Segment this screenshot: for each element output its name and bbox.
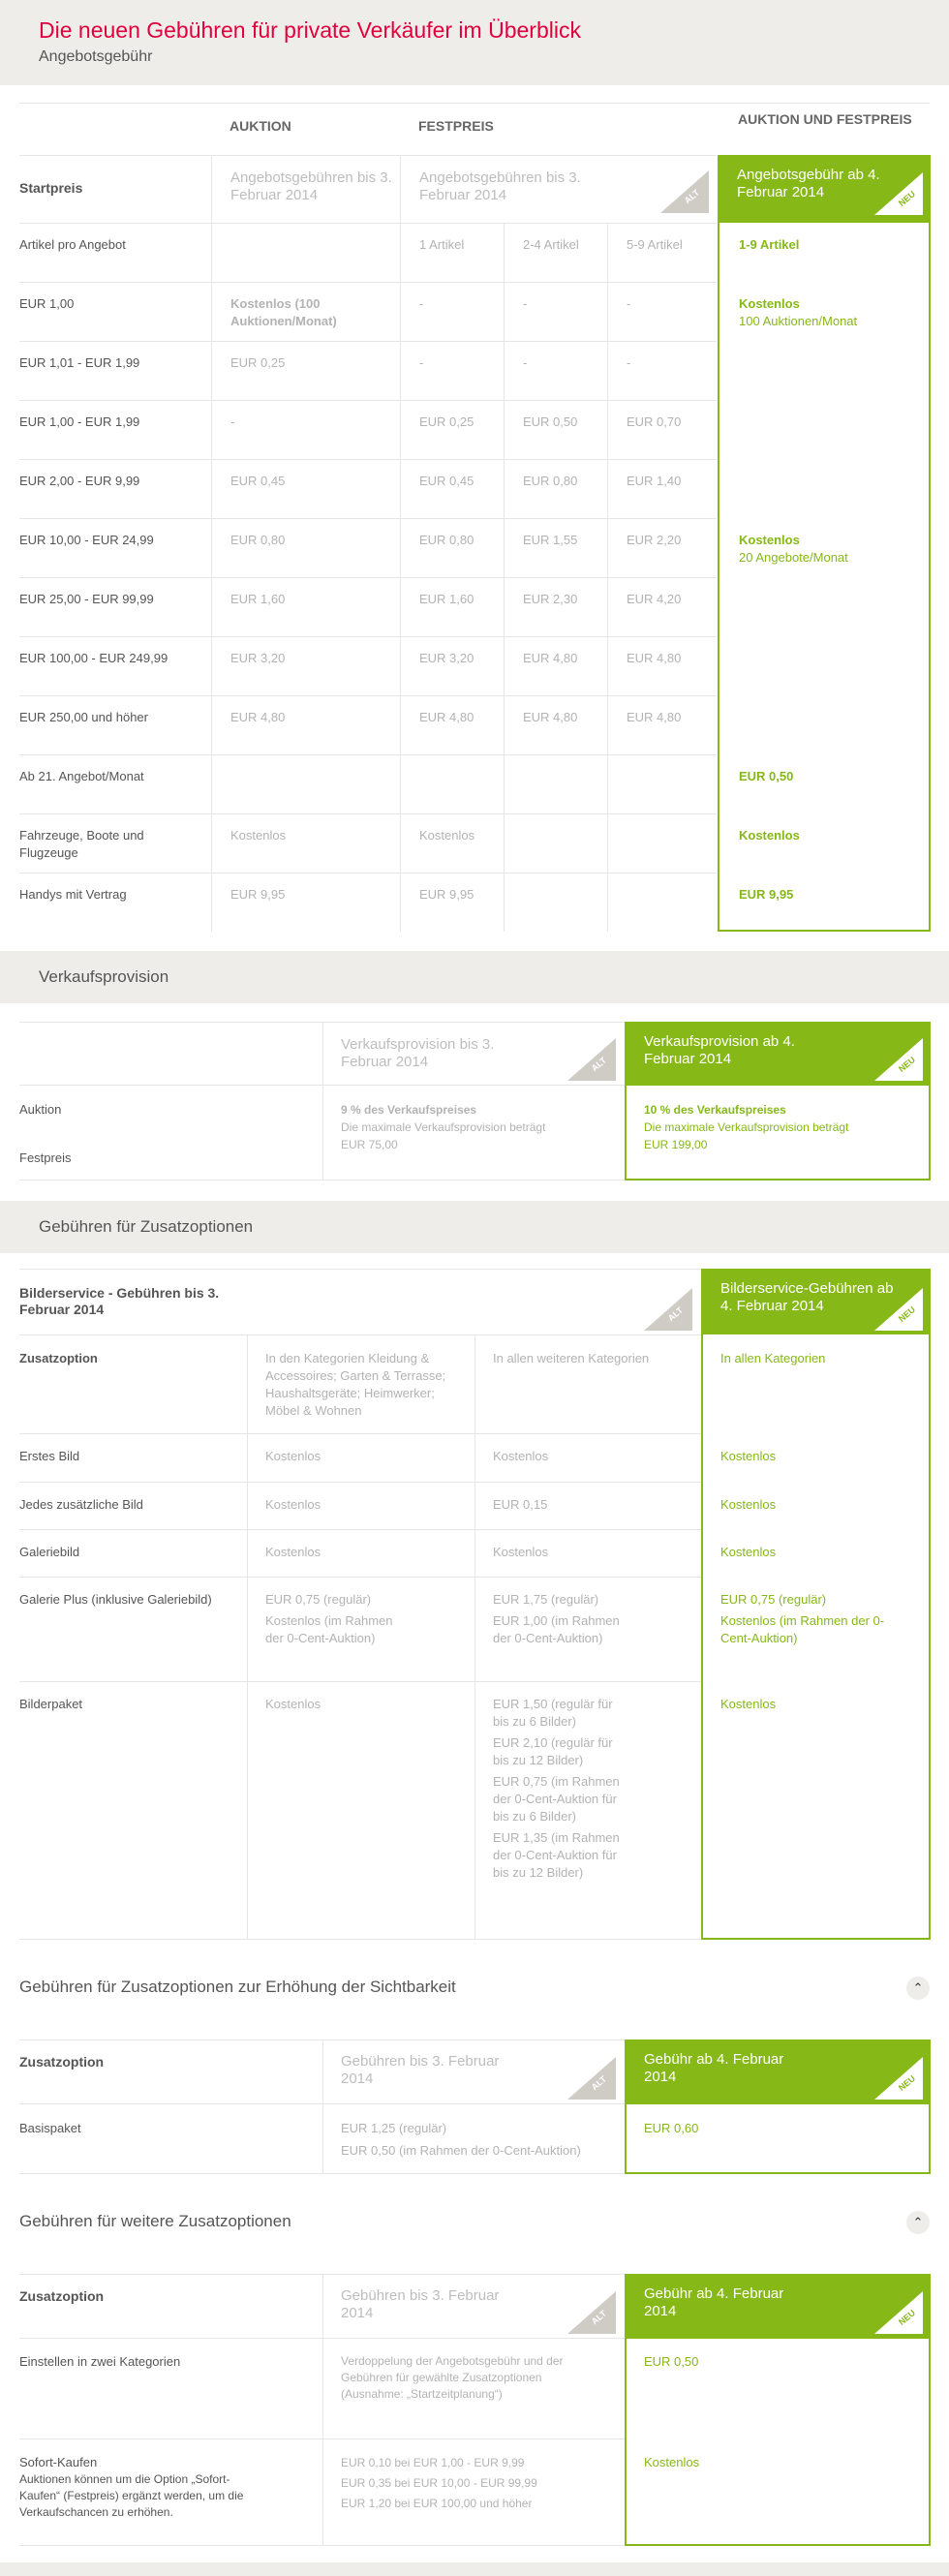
page-title: Die neuen Gebühren für private Verkäufer im Überblick bbox=[39, 17, 581, 43]
zusatz-cell: EUR 0,75 (regulär) bbox=[720, 1592, 827, 1607]
zusatz-cell: Kostenlos bbox=[493, 1449, 549, 1463]
zusatz-cell: EUR 2,10 (regulär für bis zu 12 Bilder) bbox=[493, 1735, 613, 1767]
fee-cell: EUR 0,50 bbox=[523, 414, 578, 429]
zusatz-cell: Kostenlos bbox=[265, 1545, 321, 1559]
fee-cell: EUR 4,80 bbox=[627, 710, 682, 724]
fee-cell: EUR 1,60 bbox=[230, 592, 286, 606]
fee-cell: Kostenlos bbox=[739, 296, 800, 311]
provision-new-header: Verkaufsprovision ab 4. Februar 2014 bbox=[625, 1022, 931, 1086]
fee-cell: - bbox=[523, 355, 528, 370]
col-auktion: AUKTION bbox=[230, 118, 291, 134]
zusatz-cell: EUR 1,75 (regulär) bbox=[493, 1592, 599, 1607]
fee-cell: EUR 0,25 bbox=[419, 414, 474, 429]
zusatz-row-label: Bilderpaket bbox=[19, 1697, 83, 1711]
fee-cell: EUR 4,80 bbox=[230, 710, 286, 724]
zusatz-cell: Kostenlos (im Rahmen der 0-Cent-Auktion) bbox=[720, 1613, 885, 1645]
fee-cell: Handys mit Vertrag bbox=[19, 887, 127, 902]
zusatz-row-label: Jedes zusätzliche Bild bbox=[19, 1497, 143, 1512]
fee-cell: EUR 0,45 bbox=[230, 474, 286, 488]
fee-cell: EUR 9,95 bbox=[230, 887, 286, 902]
new-fee-header: Angebotsgebühr ab 4. Februar 2014 bbox=[718, 155, 931, 223]
zusatz-cell: Kostenlos bbox=[265, 1497, 321, 1512]
fee-cell: EUR 2,20 bbox=[627, 533, 682, 547]
zusatz-row-label: Erstes Bild bbox=[19, 1449, 80, 1463]
zusatz-cell: Kostenlos (im Rahmen der 0-Cent-Auktion) bbox=[265, 1613, 393, 1645]
zusatz-cell: EUR 0,15 bbox=[493, 1497, 548, 1512]
fee-cell: 5-9 Artikel bbox=[627, 237, 683, 252]
zusatz-cell: Kostenlos bbox=[265, 1697, 321, 1711]
weitere-title: Gebühren für weitere Zusatzoptionen bbox=[19, 2212, 291, 2230]
fee-cell: Ab 21. Angebot/Monat bbox=[19, 769, 144, 783]
fee-cell: EUR 1,60 bbox=[419, 592, 474, 606]
fee-cell: - bbox=[419, 355, 424, 370]
row-auktion: Auktion bbox=[19, 1102, 62, 1117]
zusatz-cell: EUR 1,50 (regulär für bis zu 6 Bilder) bbox=[493, 1697, 613, 1729]
zusatzoption-label: Zusatzoption bbox=[19, 1351, 98, 1365]
page-subtitle: Angebotsgebühr bbox=[39, 48, 153, 65]
fee-cell: EUR 3,20 bbox=[419, 651, 474, 665]
zusatz-cell: Kostenlos bbox=[720, 1449, 777, 1463]
fee-cell: EUR 4,80 bbox=[627, 651, 682, 665]
zusatz-cell: Kostenlos bbox=[493, 1545, 549, 1559]
chevron-up-icon[interactable]: ⌃ bbox=[906, 2211, 930, 2234]
section-verkaufsprovision: Verkaufsprovision bbox=[0, 951, 949, 1003]
alt-badge bbox=[660, 170, 709, 213]
fee-cell: EUR 3,20 bbox=[230, 651, 286, 665]
fee-cell: EUR 10,00 - EUR 24,99 bbox=[19, 533, 154, 547]
fee-cell: EUR 100,00 - EUR 249,99 bbox=[19, 651, 168, 665]
fee-cell: EUR 1,01 - EUR 1,99 bbox=[19, 355, 140, 370]
provision-old-header: Verkaufsprovision bis 3. Februar 2014 bbox=[341, 1036, 495, 1070]
section-zusatzoptionen: Gebühren für Zusatzoptionen bbox=[0, 1201, 949, 1253]
zusatz-cell: EUR 0,75 (regulär) bbox=[265, 1592, 372, 1607]
fee-cell: - bbox=[627, 355, 631, 370]
row-basispaket: Basispaket bbox=[19, 2121, 81, 2135]
zusatz-cell: Kostenlos bbox=[720, 1497, 777, 1512]
fee-cell: EUR 0,25 bbox=[230, 355, 286, 370]
fee-cell: 2-4 Artikel bbox=[523, 237, 579, 252]
zusatz-cell: EUR 0,75 (im Rahmen der 0-Cent-Auktion für bis zu 6 Bilder) bbox=[493, 1774, 620, 1824]
col-auktion-festpreis: AUKTION UND FESTPREIS bbox=[738, 111, 912, 127]
startpreis-label: Startpreis bbox=[19, 180, 83, 196]
fee-cell: EUR 9,95 bbox=[739, 887, 794, 902]
festpreis-old-header: Angebotsgebühren bis 3. Februar 2014 bbox=[419, 169, 581, 203]
fee-cell: EUR 1,40 bbox=[627, 474, 682, 488]
bilderservice-new-header: Bilderservice-Gebühren ab 4. Februar 2014 bbox=[701, 1269, 931, 1334]
fee-cell: EUR 4,20 bbox=[627, 592, 682, 606]
fee-cell: Fahrzeuge, Boote und Flugzeuge bbox=[19, 828, 144, 860]
zusatz-cell: EUR 1,35 (im Rahmen der 0-Cent-Auktion für bis zu 12 Bilder) bbox=[493, 1830, 620, 1880]
row-sofort-kaufen: Sofort-Kaufen bbox=[19, 2455, 98, 2469]
fee-cell: EUR 9,95 bbox=[419, 887, 474, 902]
fee-cell: EUR 1,00 bbox=[19, 296, 75, 311]
fee-cell: EUR 0,80 bbox=[523, 474, 578, 488]
fee-cell: Kostenlos bbox=[230, 828, 287, 843]
fee-cell: EUR 2,30 bbox=[523, 592, 578, 606]
auktion-old-header: Angebotsgebühren bis 3. Februar 2014 bbox=[230, 169, 392, 203]
zusatz-row-label: Galeriebild bbox=[19, 1545, 80, 1559]
fee-cell: EUR 250,00 und höher bbox=[19, 710, 148, 724]
fee-cell: EUR 4,80 bbox=[523, 710, 578, 724]
fee-cell: EUR 0,80 bbox=[230, 533, 286, 547]
zusatz-cell: Kostenlos bbox=[265, 1449, 321, 1463]
zusatz-cell: Kostenlos bbox=[720, 1545, 777, 1559]
fee-cell: - bbox=[230, 414, 235, 429]
page-footer bbox=[0, 2562, 949, 2576]
page-header bbox=[0, 0, 949, 85]
fee-cell: EUR 0,70 bbox=[627, 414, 682, 429]
fee-cell: Kostenlos (100 Auktionen/Monat) bbox=[230, 296, 337, 328]
fee-cell: EUR 25,00 - EUR 99,99 bbox=[19, 592, 154, 606]
fee-cell: Artikel pro Angebot bbox=[19, 237, 126, 252]
fee-cell: Kostenlos bbox=[739, 533, 800, 547]
fee-cell: EUR 4,80 bbox=[523, 651, 578, 665]
sichtbarkeit-title: Gebühren für Zusatzoptionen zur Erhöhung der Sichtbarkeit bbox=[19, 1978, 456, 1996]
zusatz-cell: Kostenlos bbox=[720, 1697, 777, 1711]
fee-cell: - bbox=[627, 296, 631, 311]
fee-cell: Kostenlos bbox=[419, 828, 475, 843]
fee-cell: - bbox=[419, 296, 424, 311]
fee-cell: Kostenlos bbox=[739, 828, 800, 843]
fee-cell: 20 Angebote/Monat bbox=[739, 550, 848, 565]
fee-cell: EUR 4,80 bbox=[419, 710, 474, 724]
col-festpreis: FESTPREIS bbox=[418, 118, 494, 134]
fee-cell: EUR 1,00 - EUR 1,99 bbox=[19, 414, 140, 429]
fee-cell: EUR 0,45 bbox=[419, 474, 474, 488]
fee-cell: EUR 0,50 bbox=[739, 769, 794, 783]
fee-cell: 1-9 Artikel bbox=[739, 237, 800, 252]
fee-cell: - bbox=[523, 296, 528, 311]
row-festpreis: Festpreis bbox=[19, 1150, 72, 1165]
fee-cell: 1 Artikel bbox=[419, 237, 465, 252]
zusatz-cell: EUR 1,00 (im Rahmen der 0-Cent-Auktion) bbox=[493, 1613, 620, 1645]
chevron-up-icon[interactable]: ⌃ bbox=[906, 1977, 930, 2000]
bilderservice-old-header: Bilderservice - Gebühren bis 3. Februar 2014 bbox=[19, 1285, 220, 1317]
fee-cell: EUR 1,55 bbox=[523, 533, 578, 547]
row-zwei-kategorien: Einstellen in zwei Kategorien bbox=[19, 2354, 181, 2369]
fee-cell: 100 Auktionen/Monat bbox=[739, 314, 858, 328]
fee-cell: EUR 2,00 - EUR 9,99 bbox=[19, 474, 140, 488]
fee-cell: EUR 0,80 bbox=[419, 533, 474, 547]
zusatz-row-label: Galerie Plus (inklusive Galeriebild) bbox=[19, 1592, 212, 1607]
